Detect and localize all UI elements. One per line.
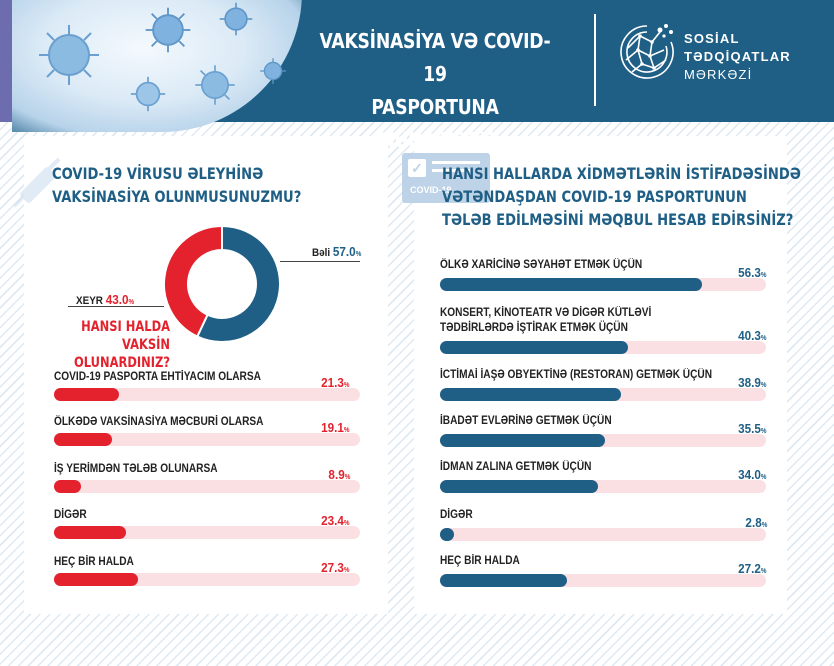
bar-value-number: 38.9 [738,375,762,390]
virus-icon [217,0,255,38]
bar-value-label [322,375,350,390]
bar-category-line: HEÇ BİR HALDA [440,555,520,567]
bar-category-label [54,508,87,523]
virus-icon [34,20,104,90]
bar [440,528,454,541]
bar-value-label [739,328,767,343]
bar [440,341,628,354]
bar-value-number: 27.2 [738,561,762,576]
globe-logo-icon [616,20,678,86]
pie-value-label: 57.0 [332,244,356,259]
question-line: VAKSİNASİYA OLUNMUSUNUZMU? [52,187,302,206]
logo-line: SOSİAL [684,31,740,46]
pie-category-label: XEYR [76,295,106,307]
vaccination-subquestion [67,318,170,372]
bar-track [440,480,766,493]
bar [440,434,605,447]
passport-panel [410,136,801,614]
bar-value-label [745,515,767,530]
bar-category-line: İBADƏT EVLƏRİNƏ GETMƏK ÜÇÜN [440,415,612,427]
percent-sign: % [344,427,350,434]
bar-category-label [440,508,473,523]
bar-category-label [440,554,520,569]
bar-value-number: 34.0 [738,467,762,482]
virus-icon [192,62,238,108]
bar-value-label [739,561,767,576]
bar [440,388,621,401]
bar-track [440,341,766,354]
bar-track [440,528,766,541]
virus-icon [258,56,288,86]
vaccination-panel [24,136,388,614]
logo-line: TƏDQİQATLAR [684,49,791,64]
question-line: VƏTƏNDAŞDAN COVID-19 PASPORTUNUN [442,187,747,206]
question-line: TƏLƏB EDİLMƏSİNİ MƏQBUL HESAB EDİRSİNİZ? [442,210,794,229]
percent-sign: % [761,428,767,435]
bar [440,278,702,291]
bar [54,388,119,401]
bar-category-line: DİGƏR [440,509,473,521]
bar-category-label [54,555,134,570]
bar-track [440,388,766,401]
bar-category-label [54,415,263,430]
percent-sign: % [761,568,767,575]
bar-value-label [322,513,350,528]
bar-track [440,574,766,587]
checkmark-icon: ✓ [408,159,426,177]
vaccination-donut-chart [162,224,282,344]
header-banner [0,0,834,122]
bar-value-number: 8.9 [328,467,345,482]
pie-label-no [76,292,134,307]
bar-category-label [54,370,261,385]
virus-icon [128,74,168,114]
bar-value-number: 21.3 [321,375,345,390]
bar-value-label [328,467,350,482]
title-line: PASPORTUNA [371,95,499,119]
percent-sign: % [344,382,350,389]
percent-sign: % [344,567,350,574]
bar-value-label [322,420,350,435]
bar-value-number: 27.3 [321,560,345,575]
bar-category-line: İDMAN ZALINA GETMƏK ÜÇÜN [440,461,592,473]
bar-category-label [440,306,651,336]
percent-sign: % [761,522,767,529]
bar-track [440,434,766,447]
passport-question [442,162,801,231]
percent-sign: % [761,272,767,279]
bar-value-label [739,467,767,482]
bar-track [54,433,360,446]
percent-sign: % [761,474,767,481]
bar-value-number: 23.4 [321,513,345,528]
bar-value-number: 19.1 [321,420,345,435]
bar-category-label [440,414,612,429]
percent-sign: % [761,382,767,389]
bar-category-line: KONSERT, KİNOTEATR VƏ DİGƏR KÜTLƏVİ [440,307,652,319]
bar-value-label [739,421,767,436]
bar-track [54,526,360,539]
pie-leader-line [280,261,360,262]
virus-illustration [12,0,302,132]
bar-category-label [54,462,218,477]
bar-value-label [739,375,767,390]
virus-icon [142,4,194,56]
logo-text [684,30,791,84]
bar-category-line: İŞ YERİMDƏN TƏLƏB OLUNARSA [54,463,218,475]
vaccination-question [52,162,301,208]
bar-category-line: İCTİMAİ İAŞƏ OBYEKTİNƏ (RESTORAN) GETMƏK ÜÇÜN [440,369,713,381]
pie-value-label: 43.0 [105,292,129,307]
pie-category-label: Bəli [312,247,333,259]
bar [440,480,598,493]
bar-value-number: 56.3 [738,265,762,280]
bar-category-label [440,368,712,383]
subquestion-line: VAKSİN OLUNARDINIZ? [74,337,170,371]
bar-category-line: DİGƏR [54,509,87,521]
percent-sign: % [128,299,135,306]
bar-category-line: ÖLKƏ XARİCİNƏ SƏYAHƏT ETMƏK ÜÇÜN [440,259,643,271]
bar [54,480,81,493]
question-line: HANSI HALLARDA XİDMƏTLƏRİN İSTİFADƏSİNDƏ [442,164,801,183]
bar-category-label [440,460,591,475]
percent-sign: % [344,474,350,481]
bar-category-line: HEÇ BİR HALDA [54,556,134,568]
header-divider [594,14,596,106]
percent-sign: % [761,335,767,342]
question-line: COVID-19 VİRUSU ƏLEYHİNƏ [52,164,264,183]
passport-icon-text: COVID-19 [410,185,452,195]
percent-sign: % [355,251,362,258]
bar [54,573,138,586]
bar-value-number: 40.3 [738,328,762,343]
bar-value-number: 2.8 [745,515,762,530]
bar-category-label [440,258,642,273]
bar [440,574,567,587]
bar-value-label [739,265,767,280]
logo-line: MƏRKƏZİ [684,67,753,82]
bar-category-line: COVID-19 PASPORTA EHTİYACIM OLARSA [54,371,261,383]
bar-track [54,480,360,493]
subquestion-line: HANSI HALDA [81,319,170,335]
bar-track [54,573,360,586]
percent-sign: % [344,520,350,527]
bar-track [54,388,360,401]
bar-track [440,278,766,291]
bar-category-line: TƏDBİRLƏRDƏ İŞTİRAK ETMƏK ÜÇÜN [440,322,628,334]
title-line: VAKSİNASİYA VƏ COVID-19 [319,29,551,86]
bar-value-number: 35.5 [738,421,762,436]
bar [54,433,112,446]
bar [54,526,126,539]
pie-label-yes [312,244,361,259]
bar-category-line: ÖLKƏDƏ VAKSİNASİYA MƏCBURİ OLARSA [54,416,264,428]
bar-value-label [322,560,350,575]
